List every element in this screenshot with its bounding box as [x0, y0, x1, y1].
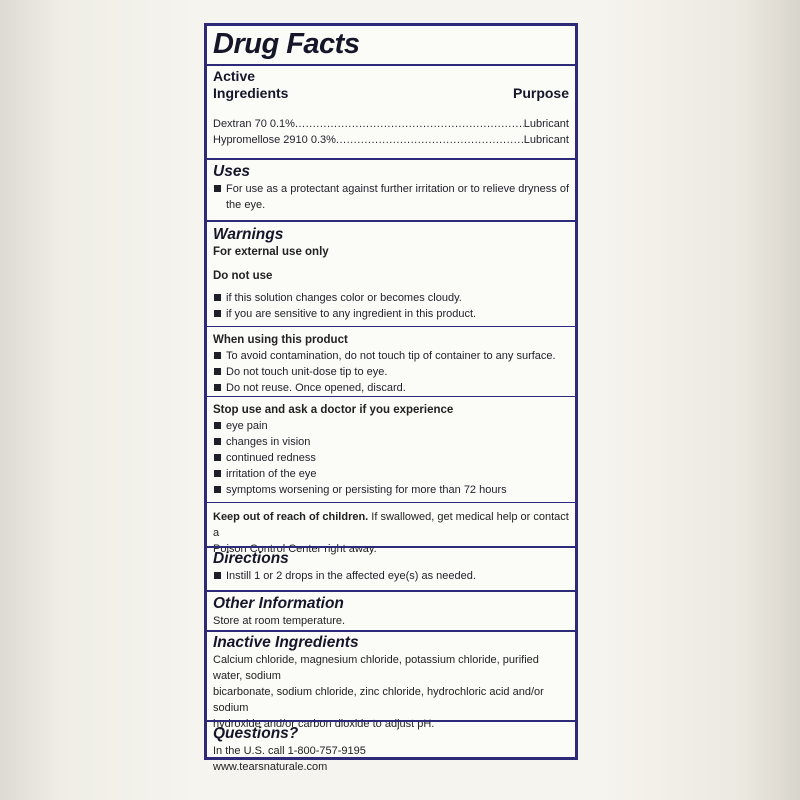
keep-out-bold: Keep out of reach of children.: [213, 511, 369, 523]
inactive-ingredients-line: hydroxide and/or carbon dioxide to adjust pH.: [213, 718, 435, 730]
when-using-item: To avoid contamination, do not touch tip of container to any surface.: [213, 348, 569, 364]
warnings-heading: Warnings: [213, 226, 284, 243]
do-not-use-item: if this solution changes color or becomes cloudy.: [213, 290, 569, 306]
bullet-square-icon: [214, 384, 221, 391]
bullet-square-icon: [214, 454, 221, 461]
drug-facts-title: Drug Facts: [213, 28, 360, 60]
warnings-section: [207, 220, 575, 326]
stop-use-heading: Stop use and ask a doctor if you experience: [213, 404, 454, 416]
when-using-item: Do not touch unit-dose tip to eye.: [213, 364, 569, 380]
stop-use-item: irritation of the eye: [213, 466, 569, 482]
stop-use-section: [207, 396, 575, 502]
stop-use-item: symptoms worsening or persisting for more than 72 hours: [213, 482, 569, 498]
do-not-use-heading: Do not use: [213, 270, 273, 282]
ingredient-row: [213, 132, 569, 148]
bullet-square-icon: [214, 185, 221, 192]
directions-item: Instill 1 or 2 drops in the affected eye(s) as needed.: [213, 568, 569, 584]
uses-heading: Uses: [213, 163, 251, 180]
bullet-square-icon: [214, 352, 221, 359]
bullet-square-icon: [214, 310, 221, 317]
bullet-square-icon: [214, 294, 221, 301]
inactive-ingredients-line: bicarbonate, sodium chloride, zinc chloride, hydrochloric acid and/or sodium: [213, 686, 544, 714]
ingredient-name: Hypromellose 2910 0.3%: [213, 134, 336, 146]
inactive-ingredients-heading: Inactive Ingredients: [213, 634, 359, 651]
bullet-square-icon: [214, 572, 221, 579]
do-not-use-item: if you are sensitive to any ingredient in this product.: [213, 306, 569, 322]
ingredient-name: Dextran 70 0.1%: [213, 118, 295, 130]
active-ingredients-header: [213, 68, 569, 102]
bullet-square-icon: [214, 470, 221, 477]
directions-heading: Directions: [213, 550, 289, 567]
drug-facts-panel: [204, 23, 578, 773]
when-using-item: Do not reuse. Once opened, discard.: [213, 380, 569, 396]
other-information-heading: Other Information: [213, 595, 344, 612]
uses-section: [207, 158, 575, 220]
bullet-square-icon: [214, 438, 221, 445]
external-use-text: For external use only: [213, 246, 329, 258]
active-label: Active: [213, 68, 256, 84]
directions-section: [207, 546, 575, 590]
when-using-heading: When using this product: [213, 334, 348, 346]
inactive-ingredients-section: [207, 630, 575, 730]
questions-section: [207, 720, 575, 773]
stop-use-item: changes in vision: [213, 434, 569, 450]
stop-use-item: eye pain: [213, 418, 569, 434]
bullet-square-icon: [214, 486, 221, 493]
uses-item: For use as a protectant against further irritation or to relieve dryness of: [213, 181, 569, 197]
uses-item-continued: the eye.: [226, 199, 266, 211]
purpose-label: Purpose: [512, 85, 569, 101]
ingredients-label: Ingredients: [213, 85, 289, 101]
ingredient-purpose: Lubricant: [523, 118, 569, 130]
other-information-section: [207, 590, 575, 630]
inactive-ingredients-line: Calcium chloride, magnesium chloride, potassium chloride, purified water, sodium: [213, 654, 539, 682]
keep-out-section: [207, 502, 575, 555]
keep-out-text: Keep out of reach of children. If swallowed, get medical help or contact a: [213, 511, 569, 539]
questions-website: www.tearsnaturale.com: [213, 761, 328, 773]
other-information-text: Store at room temperature.: [213, 615, 346, 627]
stop-use-item: continued redness: [213, 450, 569, 466]
ingredient-purpose: Lubricant: [523, 134, 569, 146]
when-using-section: [207, 326, 575, 396]
bullet-square-icon: [214, 422, 221, 429]
questions-phone: In the U.S. call 1-800-757-9195: [213, 745, 366, 757]
active-ingredients-section: [207, 26, 575, 158]
questions-heading: Questions?: [213, 725, 299, 742]
keep-out-text-continued: Poison Control Center right away.: [213, 543, 377, 555]
ingredient-row: [213, 116, 569, 132]
bullet-square-icon: [214, 368, 221, 375]
